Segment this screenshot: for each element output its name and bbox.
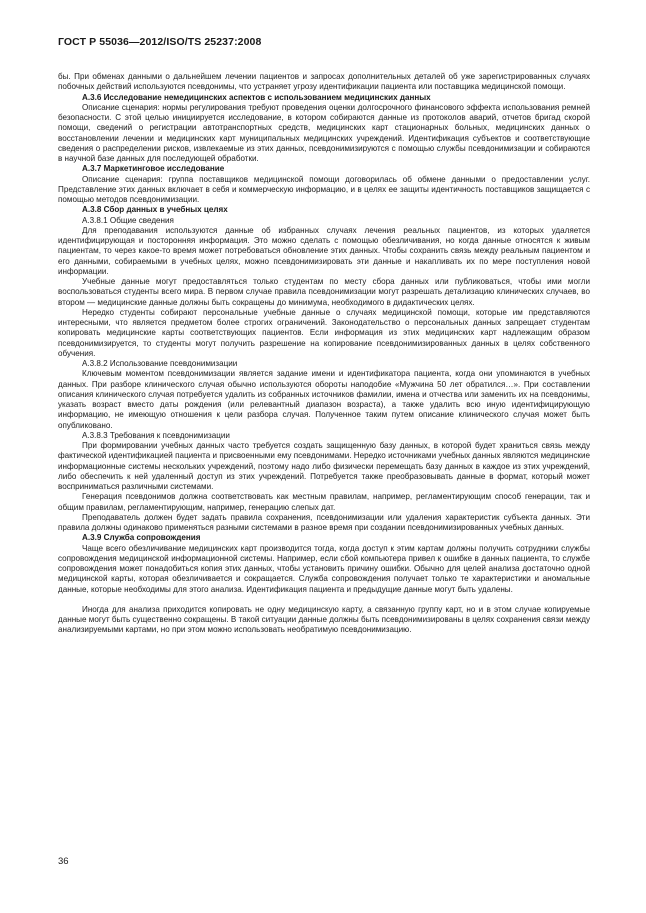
section-heading: А.3.6 Исследование немедицинских аспектов с использованием медицинских данных xyxy=(82,92,431,102)
section-heading: А.3.7 Маркетинговое исследование xyxy=(82,164,225,174)
subsection-heading: А.3.8.3 Требования к псевдонимизации xyxy=(82,430,230,440)
page-number: 36 xyxy=(58,856,69,867)
section-heading: А.3.9 Служба сопровождения xyxy=(82,533,201,543)
section-heading: А.3.8 Сбор данных в учебных целях xyxy=(82,205,228,215)
paragraph-continuation: бы. При обменах данными о дальнейшем лечении пациентов и запросах дополнительных деталей об уже зарегистрированных случаях побочных действий используются псевдонимы, что устраняет угрозу идентификации пациента или поставщика медицинской помощи. xyxy=(58,72,590,92)
paragraph: Ключевым моментом псевдонимизации является задание имени и идентификатора пациента, когда они упоминаются в учебных данных. При разборе клинического случая обычно используются обороты наподобие «Мужчина 50 лет обратился…». При составлении описания клинического случая потребуется удалить из собранных источников фамилии, имена и отчества или заменить их на псевдонимы, указать возраст вместо даты рождения (или релевантный диапазон возраста), а также удалить всю иную идентифицирующую информацию, не имеющую отношения к цели разбора случая. Полученное таким путем описание клинического случая может быть опубликовано. xyxy=(58,369,590,430)
document-body xyxy=(58,72,590,636)
paragraph: Учебные данные могут предоставляться только студентам по месту сбора данных или публиковаться, чтобы ими могли воспользоваться студенты всего мира. В первом случае правила псевдонимизации могут разрешать детализацию клинических случаев, во втором — медицинские данные должны быть сокращены до минимума, необходимого в дидактических целях. xyxy=(58,277,590,307)
subsection-heading: А.3.8.1 Общие сведения xyxy=(82,215,174,225)
paragraph: Чаще всего обезличивание медицинских карт производится тогда, когда доступ к этим картам должны получить сотрудники службы сопровождения медицинской информационной системы. Например, если сбой компьютера привел к ошибке в данных пациента, то службе сопровождения может понадобиться копия этих данных, чтобы установить причину ошибки. Обычно для целей анализа достаточно одной медицинской карты, которая обезличивается и сокращается. Служба сопровождения получает только те характеристики и аномальные данные, которые необходимы для этого анализа. Идентификация пациента и предыдущие данные могут быть удалены. xyxy=(58,543,590,594)
paragraph: Для преподавания используются данные об избранных случаях лечения реальных пациентов, из которых удаляется идентифицирующая и посторонняя информация. Это можно сделать с помощью обезличивания, но когда данные относятся к живым пациентам, то через какое-то время может потребоваться обновление этих данных. Чтобы сохранить связь между реальным пациентом и его данными, собираемыми в учебных целях, можно псевдонимизировать эти данные и накапливать их по мере поступления новой информации. xyxy=(58,225,590,276)
paragraph: Нередко студенты собирают персональные учебные данные о случаях медицинской помощи, которые им представляются интересными, что является предметом более строгих ограничений. Законодательство о персональных данных запрещает студентам копировать медицинские карты соответствующих пациентов. Если информация из этих медицинских карт надлежащим образом псевдонимизируется, то студенты могут получить разрешение на копирование псевдонимизированных данных в целях собственного обучения. xyxy=(58,307,590,358)
paragraph: Преподаватель должен будет задать правила сохранения, псевдонимизации или удаления характеристик субъекта данных. Эти правила должны одинаково применяться разными системами в разное время при создании псевдонимизированных учебных данных. xyxy=(58,512,590,532)
document-header: ГОСТ Р 55036—2012/ISO/TS 25237:2008 xyxy=(58,36,262,48)
paragraph: Описание сценария: группа поставщиков медицинской помощи договорилась об обмене данными о предоставлении услуг. Представление этих данных включает в себя и коммерческую информацию, и в целях ее защиты идентичность поставщиков защищается с помощью методов псевдонимизации. xyxy=(58,174,590,204)
paragraph: Генерация псевдонимов должна соответствовать как местным правилам, например, регламентирующим способ генерации, так и общим правилам, регламентирующим, например, генерацию слепых дат. xyxy=(58,492,590,512)
paragraph: Иногда для анализа приходится копировать не одну медицинскую карту, а связанную группу карт, но и в этом случае копируемые данные могут быть существенно сокращены. В такой ситуации данные должны быть псевдонимизированы в целях сохранения связи между анализируемыми картами, но при этом можно использовать необратимую псевдонимизацию. xyxy=(58,604,590,635)
paragraph: Описание сценария: нормы регулирования требуют проведения оценки долгосрочного финансового эффекта использования ремней безопасности. С этой целью инициируется исследование, в котором собираются данные из протоколов аварий, отчетов бригад скорой помощи, сведений о регистрации автотранспортных средств, медицинских карт стационарных больных, медицинских данных о восстановлении лечении и медицинских карт муниципальных медицинских учреждений. Идентификация субъектов и соответствующие сведения о распределении рисков, извлекаемые из этих данных, псевдонимизируются с помощью службы псевдонимизации и собираются в научной базе данных для последующей обработки. xyxy=(58,102,590,163)
paragraph: При формировании учебных данных часто требуется создать защищенную базу данных, в которой будет храниться связь между фактической идентификацией пациента и присвоенными ему псевдонимами. Нередко источниками учебных данных являются медицинские информационные системы нескольких учреждений, поэтому надо либо физически перемещать базу данных в каждое из этих учреждений, либо обеспечить к ней удаленный доступ из этих учреждений. Потребуется также преобразовывать данные в формат, который может восприниматься различными системами. xyxy=(58,441,590,491)
subsection-heading: А.3.8.2 Использование псевдонимизации xyxy=(82,359,238,368)
